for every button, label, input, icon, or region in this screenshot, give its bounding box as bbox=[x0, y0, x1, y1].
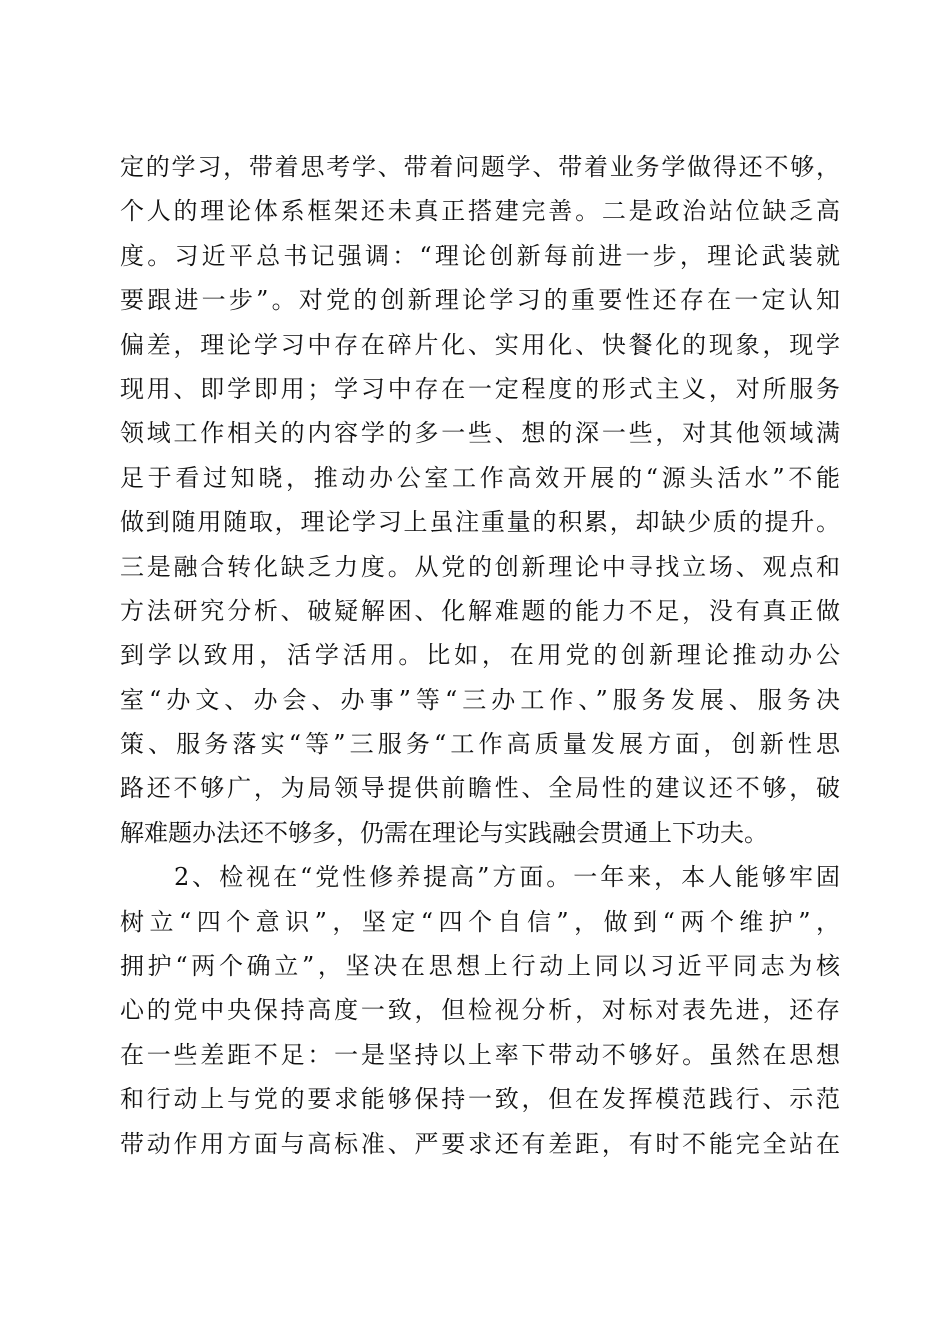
text-line: 到学以致用，活学活用。比如，在用党的创新理论推动办公 bbox=[120, 641, 840, 670]
text-line: 现用、即学即用；学习中存在一定程度的形式主义，对所服务 bbox=[120, 374, 840, 403]
text-line: 策、服务落实“等”三服务“工作高质量发展方面，创新性思 bbox=[120, 730, 840, 759]
text-line: 三是融合转化缺乏力度。从党的创新理论中寻找立场、观点和 bbox=[120, 552, 840, 581]
text-line: 和行动上与党的要求能够保持一致，但在发挥模范践行、示范 bbox=[120, 1085, 840, 1114]
text-line: 树立“四个意识”，坚定“四个自信”，做到“两个维护”， bbox=[120, 907, 840, 936]
text-line: 方法研究分析、破疑解困、化解难题的能力不足，没有真正做 bbox=[120, 596, 840, 625]
text-line: 心的党中央保持高度一致，但检视分析，对标对表先进，还存 bbox=[120, 996, 840, 1025]
text-line: 领域工作相关的内容学的多一些、想的深一些，对其他领域满 bbox=[120, 419, 840, 448]
text-line: 在一些差距不足：一是坚持以上率下带动不够好。虽然在思想 bbox=[120, 1040, 840, 1069]
text-line: 室“办文、办会、办事”等“三办工作、”服务发展、服务决 bbox=[120, 685, 840, 714]
body-text bbox=[120, 145, 840, 1166]
text-line: 带动作用方面与高标准、严要求还有差距，有时不能完全站在 bbox=[120, 1129, 840, 1158]
text-line: 解难题办法还不够多，仍需在理论与实践融会贯通上下功夫。 bbox=[120, 818, 768, 847]
text-line: 路还不够广，为局领导提供前瞻性、全局性的建议还不够，破 bbox=[120, 774, 840, 803]
text-line: 定的学习，带着思考学、带着问题学、带着业务学做得还不够， bbox=[120, 153, 840, 181]
text-line: 做到随用随取，理论学习上虽注重量的积累，却缺少质的提升。 bbox=[120, 508, 840, 537]
text-line: 要跟进一步”。对党的创新理论学习的重要性还存在一定认知 bbox=[120, 286, 840, 315]
text-line: 2、检视在“党性修养提高”方面。一年来，本人能够牢固 bbox=[120, 863, 840, 892]
text-line: 度。习近平总书记强调：“理论创新每前进一步，理论武装就 bbox=[120, 241, 840, 270]
text-line: 个人的理论体系框架还未真正搭建完善。二是政治站位缺乏高 bbox=[120, 197, 840, 226]
text-line: 拥护“两个确立”，坚决在思想上行动上同以习近平同志为核 bbox=[120, 952, 840, 981]
text-line: 足于看过知晓，推动办公室工作高效开展的“源头活水”不能 bbox=[120, 463, 840, 492]
text-line: 偏差，理论学习中存在碎片化、实用化、快餐化的现象，现学 bbox=[120, 330, 840, 359]
